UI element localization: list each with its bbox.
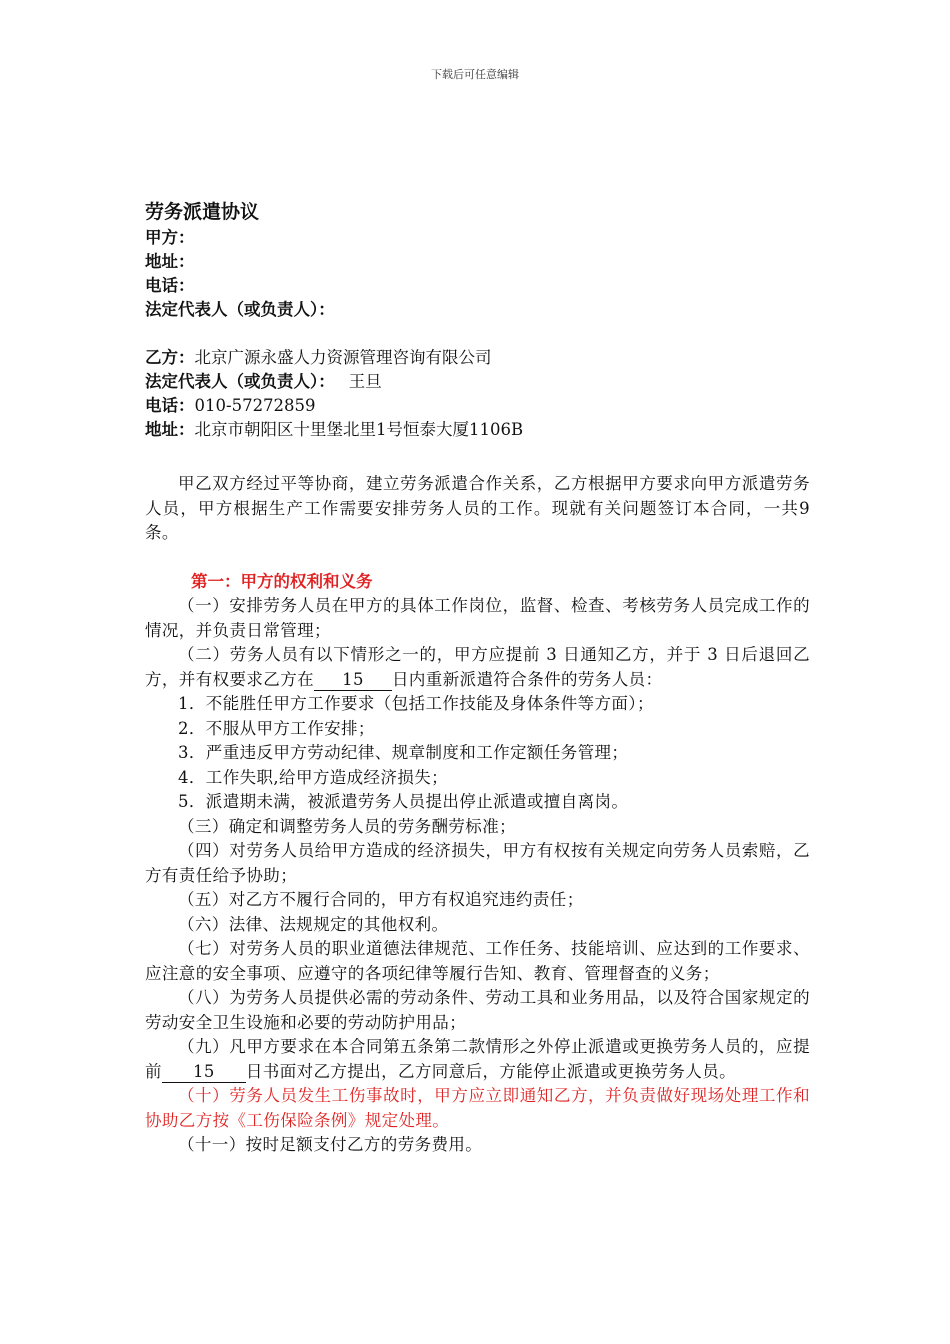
- section-1-item-10: （十）劳务人员发生工伤事故时，甲方应立即通知乙方，并负责做好现场处理工作和协助乙方按《工伤保险条例》规定处理。: [145, 1086, 810, 1130]
- section-1-sub-5: 5．派遣期未满，被派遣劳务人员提出停止派遣或擅自离岗。: [178, 792, 629, 811]
- party-a-phone-label: 电话：: [145, 276, 195, 295]
- section-1-item-1: （一）安排劳务人员在甲方的具体工作岗位，监督、检查、考核劳务人员完成工作的情况，并负责日常管理；: [145, 596, 810, 640]
- section-1-item-7: （七）对劳务人员的职业道德法律规范、工作任务、技能培训、应达到的工作要求、应注意的安全事项、应遵守的各项纪律等履行告知、教育、管理督查的义务；: [145, 939, 810, 983]
- section-1-item-2: [145, 643, 810, 692]
- party-b-rep-label: 法定代表人（或负责人）：: [145, 372, 335, 391]
- party-a-address-label: 地址：: [145, 252, 195, 271]
- party-b-name-line: [145, 346, 810, 370]
- header-note: 下载后可任意编辑: [431, 68, 519, 81]
- party-b-phone: 010-57272859: [194, 396, 316, 415]
- party-b-name: 北京广源永盛人力资源管理咨询有限公司: [194, 348, 492, 367]
- section-1-item-6: （六）法律、法规规定的其他权利。: [178, 914, 449, 934]
- item-2-text-before: （二）劳务人员有以下情形之一的，甲方应提前 3 日通知乙方，并于 3 日后退回乙方，并有权要求乙方在: [145, 645, 810, 689]
- party-b-rep-line: [145, 370, 810, 394]
- section-1-item-9: [145, 1035, 810, 1084]
- section-1-sub-2: 2．不服从甲方工作安排；: [178, 718, 375, 738]
- notice-days-blank: 15: [162, 1062, 246, 1083]
- item-2-text-after: 日内重新派遣符合条件的劳务人员：: [392, 669, 663, 689]
- party-b-phone-line: [145, 394, 810, 418]
- section-1-item-5: （五）对乙方不履行合同的，甲方有权追究违约责任；: [178, 890, 584, 909]
- section-1-item-11: （十一）按时足额支付乙方的劳务费用。: [178, 1135, 483, 1154]
- party-a-label: 甲方：: [145, 228, 195, 247]
- party-b-phone-label: 电话：: [145, 396, 195, 415]
- document-title: 劳务派遣协议: [145, 201, 260, 223]
- item-9-text-before: （九）凡甲方要求在本合同第五条第二款情形之外停止派遣或更换劳务人员的，应提前: [145, 1037, 810, 1081]
- party-b-label: 乙方：: [145, 348, 195, 367]
- intro-paragraph: 甲乙双方经过平等协商，建立劳务派遣合作关系，乙方根据甲方要求向甲方派遣劳务人员，甲方根据生产工作需要安排劳务人员的工作。现就有关问题签订本合同，一共9 条。: [145, 474, 810, 542]
- document-body: [145, 198, 810, 1158]
- party-b-address-line: [145, 418, 810, 442]
- section-1-sub-1: 1．不能胜任甲方工作要求（包括工作技能及身体条件等方面）；: [178, 694, 654, 713]
- party-a-block: [145, 226, 810, 322]
- party-b-address: 北京市朝阳区十里堡北里1号恒泰大厦1106B: [194, 420, 524, 439]
- return-days-blank: 15: [314, 670, 392, 691]
- party-b-rep-name: 王旦: [348, 372, 382, 391]
- section-1-sub-4: 4．工作失职,给甲方造成经济损失；: [178, 767, 449, 787]
- item-9-text-after: 日书面对乙方提出，乙方同意后，方能停止派遣或更换劳务人员。: [245, 1061, 737, 1081]
- section-1-item-3: （三）确定和调整劳务人员的劳务酬劳标准；: [178, 816, 516, 836]
- section-1-title: 第一：甲方的权利和义务: [191, 571, 373, 591]
- party-b-address-label: 地址：: [145, 420, 195, 439]
- section-1-item-8: （八）为劳务人员提供必需的劳动条件、劳动工具和业务用品，以及符合国家规定的劳动安全卫生设施和必要的劳动防护用品；: [145, 988, 810, 1032]
- section-1-item-4: （四）对劳务人员给甲方造成的经济损失，甲方有权按有关规定向劳务人员索赔，乙方有责任给予协助；: [145, 841, 810, 885]
- party-b-block: [145, 346, 810, 442]
- section-1-sub-3: 3．严重违反甲方劳动纪律、规章制度和工作定额任务管理；: [178, 743, 629, 762]
- party-a-rep-label: 法定代表人（或负责人）：: [145, 300, 335, 319]
